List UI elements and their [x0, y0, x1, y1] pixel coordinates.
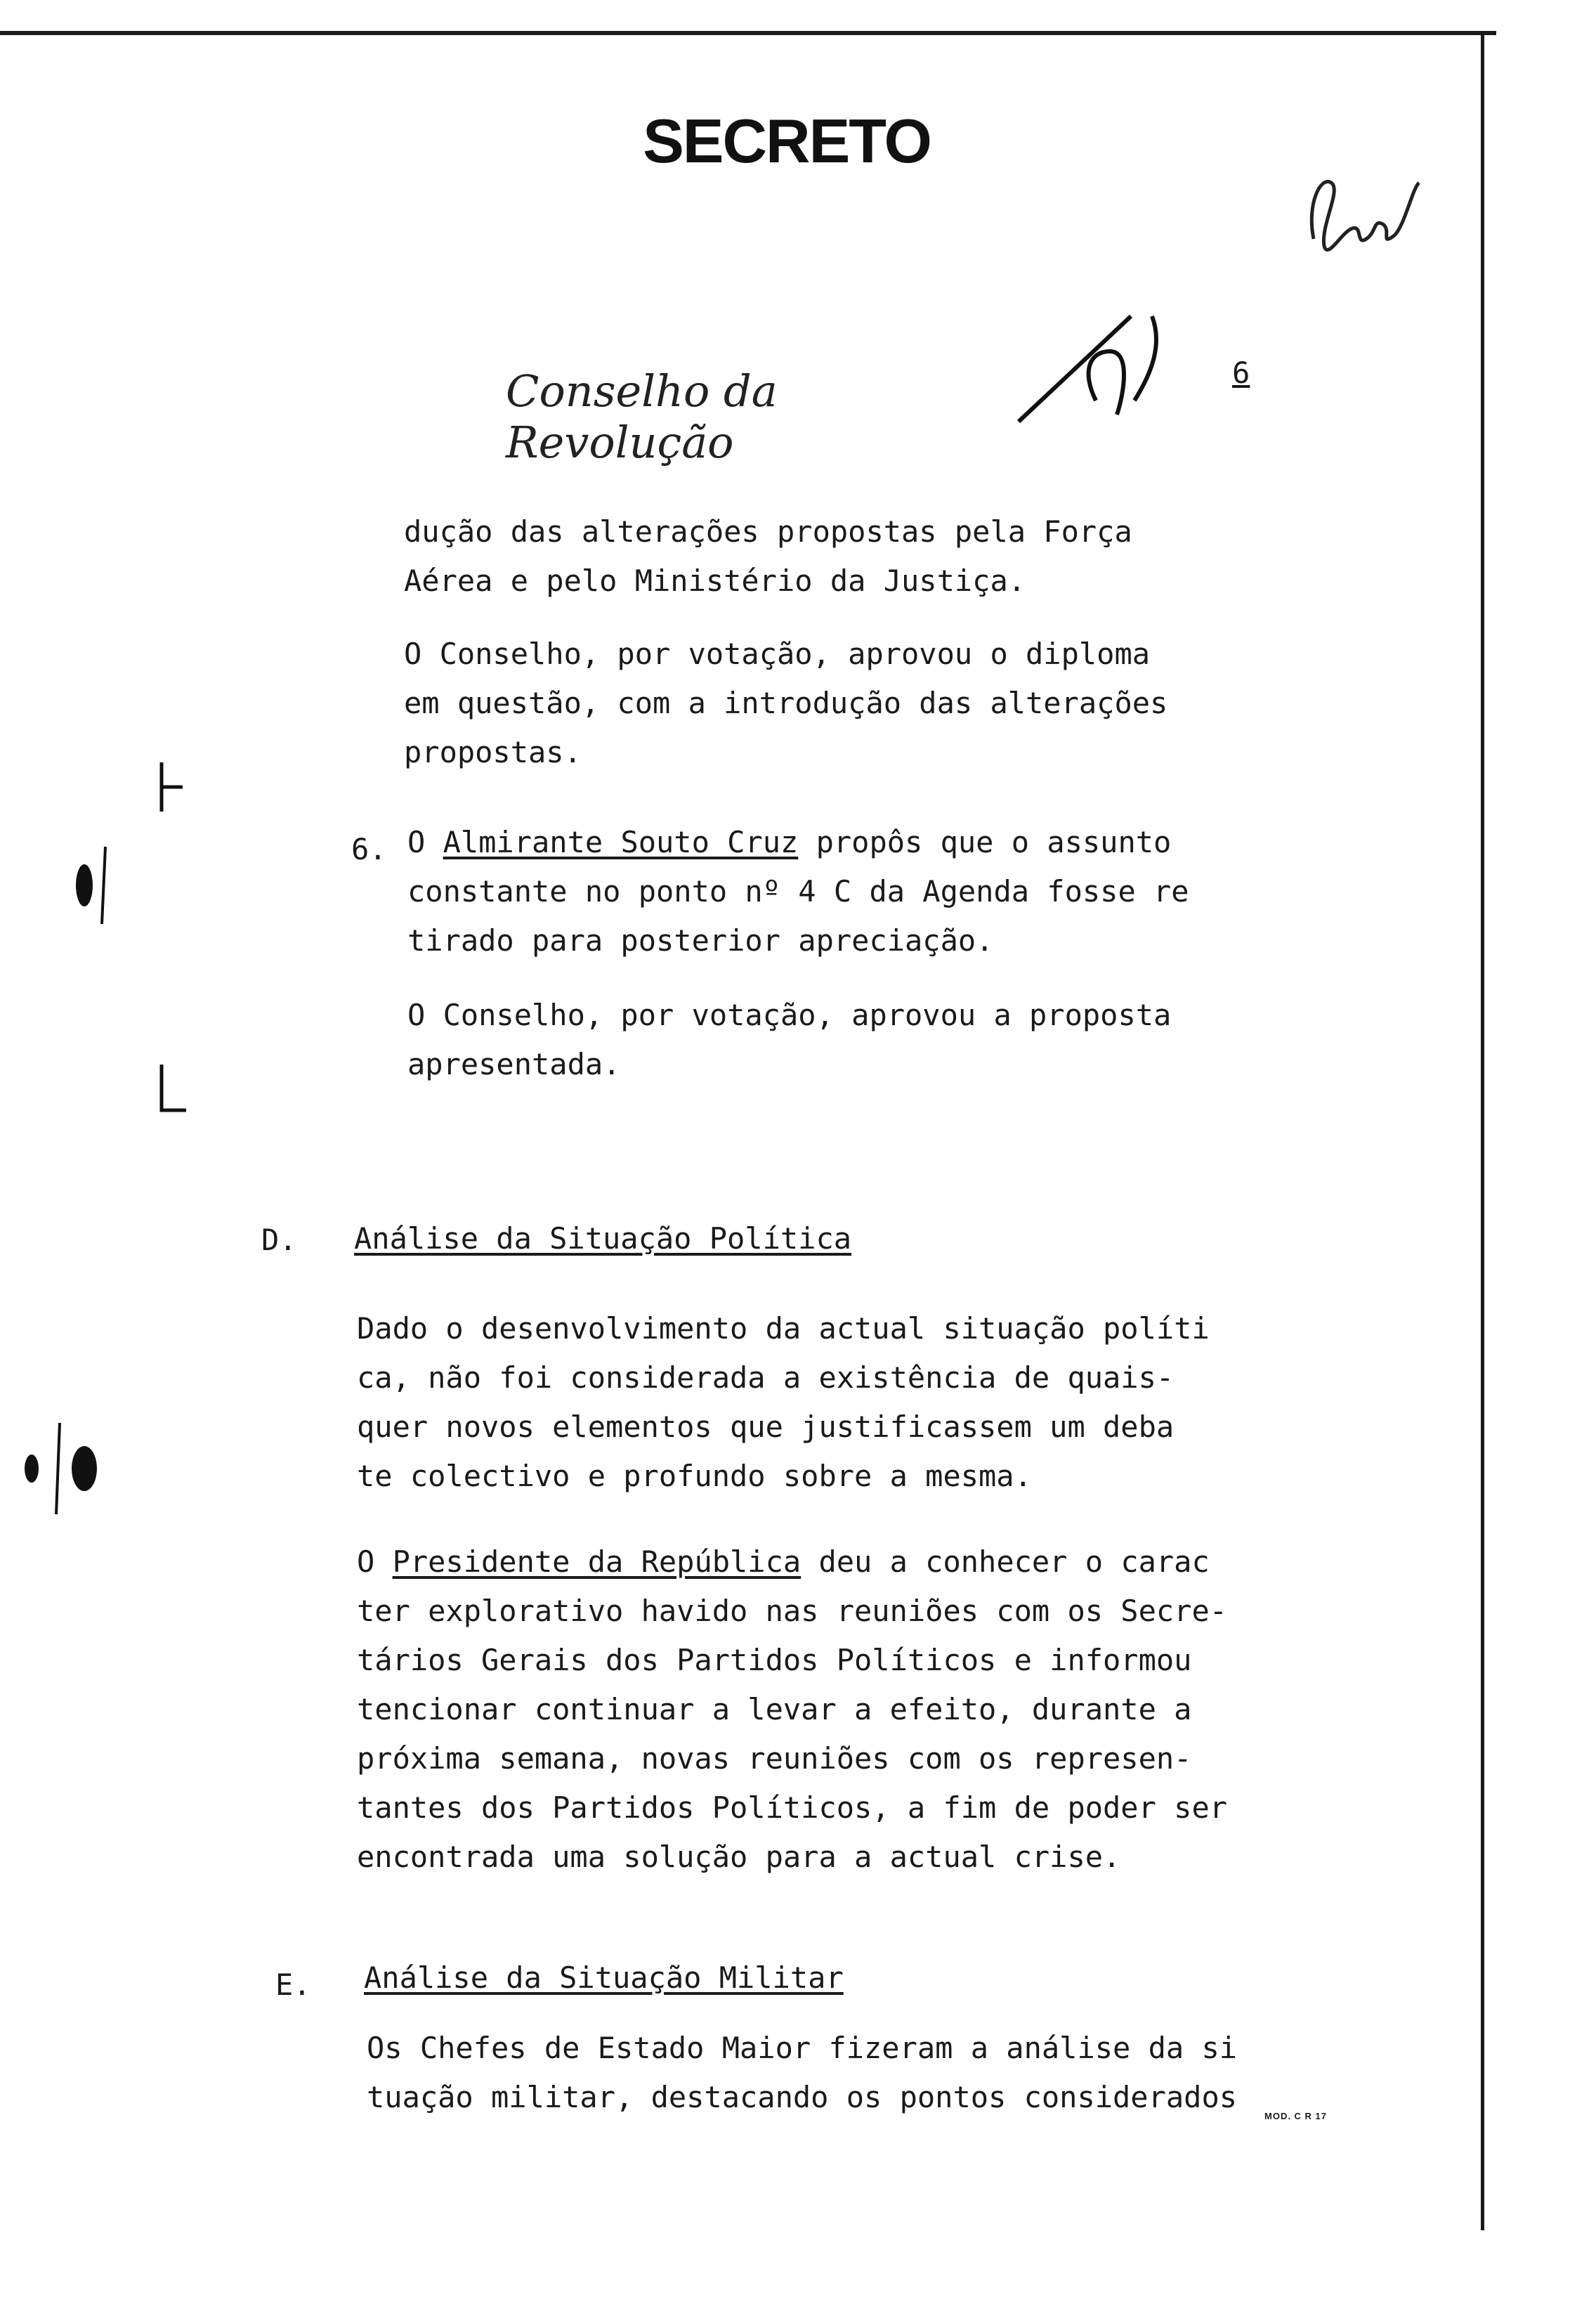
item-6-text: O Almirante Souto Cruz propôs que o assunto constante no ponto nº 4 C da Agenda fosse re tirado para posterior apreciação. [407, 825, 1189, 958]
section-d-paragraph-1: Dado o desenvolvimento da actual situação políti ca, não foi considerada a existência de quais- quer novos elementos que justificassem um deba te colectivo e profundo sobre a mesma. [357, 1311, 1210, 1493]
paragraph-approval-1: O Conselho, por votação, aprovou o diploma em questão, com a introdução das alterações propostas. [404, 637, 1168, 769]
classification-stamp: SECRETO [643, 106, 931, 176]
form-code: MOD. C R 17 [1264, 2111, 1328, 2121]
margin-bracket-top [148, 759, 190, 815]
section-d-title: Análise da Situação Política [354, 1221, 852, 1256]
page-border-top [0, 31, 1496, 35]
section-e-paragraph-1: Os Chefes de Estado Maior fizeram a análise da si tuação militar, destacando os pontos considerados [367, 2031, 1238, 2114]
section-e-letter: E. [275, 1967, 311, 2002]
handwritten-initials [1300, 162, 1440, 274]
page-number: 6 [1232, 356, 1250, 390]
paragraph-approval-2: O Conselho, por votação, aprovou a proposta apresentada. [407, 998, 1172, 1081]
section-e-title: Análise da Situação Militar [364, 1960, 844, 1995]
letterhead: Conselho da Revolução [506, 365, 778, 468]
name-presidente: Presidente da República [392, 1544, 802, 1579]
margin-bracket-bottom [148, 1061, 190, 1117]
paragraph-continuation: dução das alterações propostas pela Força Aérea e pelo Ministério da Justiça. [404, 514, 1132, 598]
section-d-paragraph-2: O Presidente da República deu a conhecer o carac ter explorativo havido nas reuniões com os Secre- tários Gerais dos Partidos Políticos e informou tencionar continuar a levar a efeito, durante a próxima semana, novas reuniões com os represen- tantes dos Partidos Políticos, a fim de poder ser encontrada uma solução para a actual crise. [357, 1544, 1228, 1874]
punch-hole-bottom [7, 1419, 105, 1518]
signature [1012, 302, 1180, 436]
item-number-6: 6. [351, 832, 387, 866]
section-d-letter: D. [261, 1223, 297, 1257]
page-border-right [1481, 31, 1484, 2230]
name-almirante: Almirante Souto Cruz [443, 825, 799, 859]
punch-hole-top [63, 843, 119, 928]
